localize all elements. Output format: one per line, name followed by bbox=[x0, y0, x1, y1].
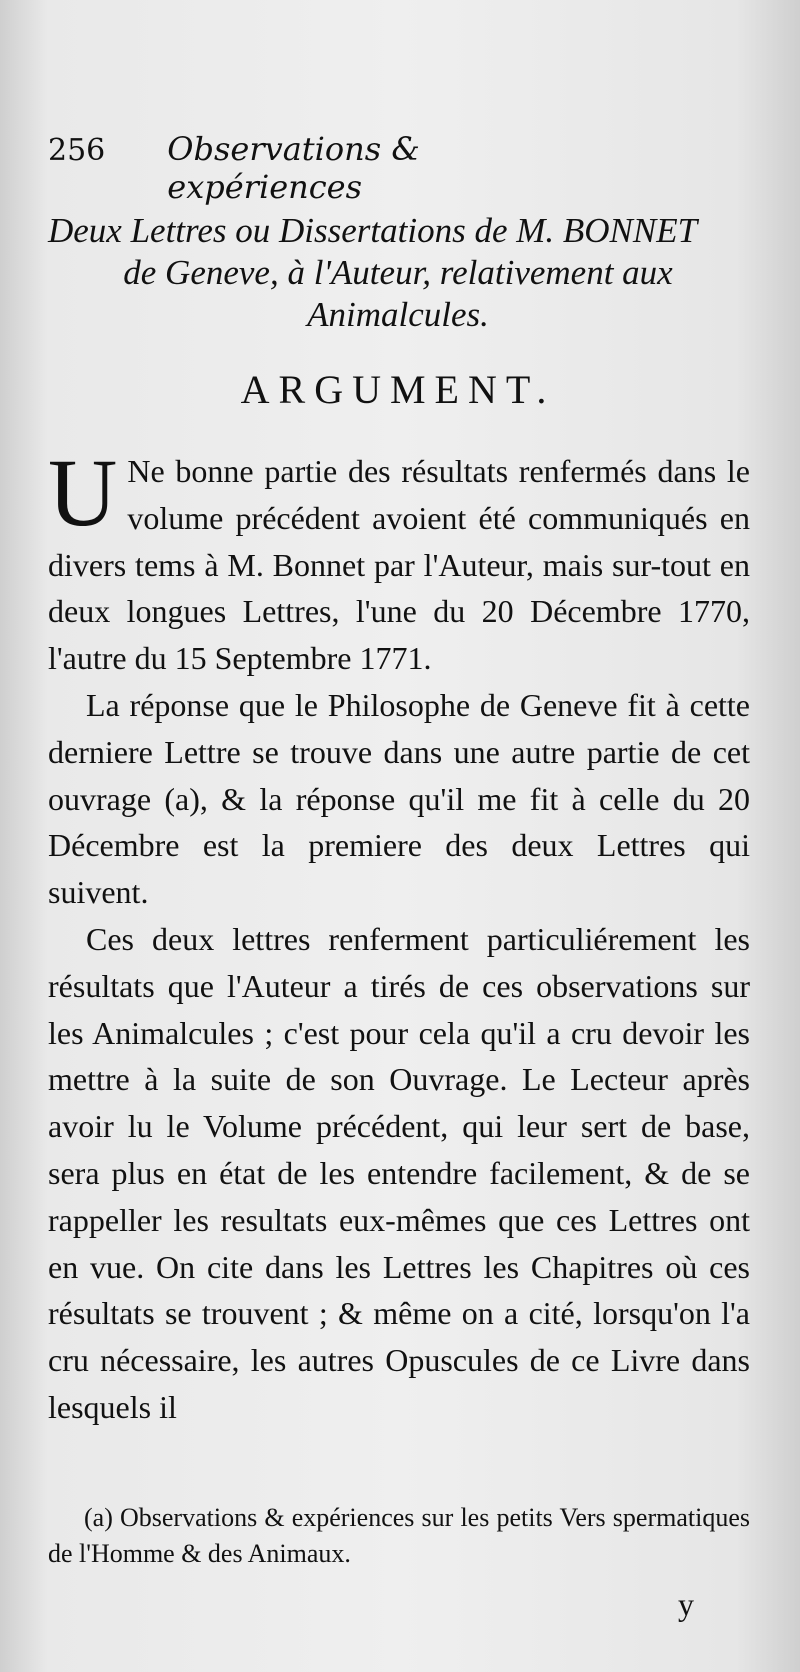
running-head bbox=[48, 130, 608, 206]
paragraph-3: Ces deux lettres renferment particuliérement les résultats que l'Auteur a tirés de ces observations sur les Animalcules ; c'est pour cela qu'il a cru devoir les mettre à la suite de son Ouvrage. Le Lecteur après avoir lu le Volume précédent, qui leur sert de base, sera plus en état de les entendre facilement, & de se rappeller les resultats eux-mêmes que ces Lettres ont en vue. On cite dans les Lettres les Chapitres où ces résultats se trouvent ; & même on a cité, lorsqu'on l'a cru nécessaire, les autres Opuscules de ce Livre dans lesquels il bbox=[48, 920, 750, 1425]
chapter-title-line-3: Animalcules. bbox=[307, 295, 489, 334]
paragraph-1 bbox=[48, 439, 750, 682]
body-text bbox=[48, 439, 750, 1431]
page-number: 256 bbox=[48, 133, 106, 168]
chapter-title bbox=[48, 210, 748, 336]
drop-cap: U bbox=[48, 439, 118, 546]
catchword: y bbox=[678, 1586, 694, 1622]
running-title: Observations & expériences bbox=[167, 130, 420, 206]
chapter-title-line-1: Deux Lettres ou Dissertations de M. BONNET bbox=[48, 211, 698, 250]
paragraph-1-text: Ne bonne partie des résultats renfermés dans le volume précédent avoient été communiqués en divers tems à M. Bonnet par l'Auteur, mais sur-tout en deux longues Lettres, l'une du 20 Décembre 1770, l'autre du 15 Septembre 1771. bbox=[48, 453, 750, 677]
footnote-text: (a) Observations & expériences sur les petits Vers spermatiques de l'Homme & des Animaux. bbox=[48, 1503, 750, 1568]
section-heading: ARGUMENT. bbox=[240, 367, 556, 412]
paragraph-2: La réponse que le Philosophe de Geneve fit à cette derniere Lettre se trouve dans une autre partie de cet ouvrage (a), & la réponse qu'il me fit à celle du 20 Décembre est la premiere des deux Lettres qui suivent. bbox=[48, 686, 750, 911]
chapter-title-line-2: de Geneve, à l'Auteur, relativement aux bbox=[123, 253, 673, 292]
